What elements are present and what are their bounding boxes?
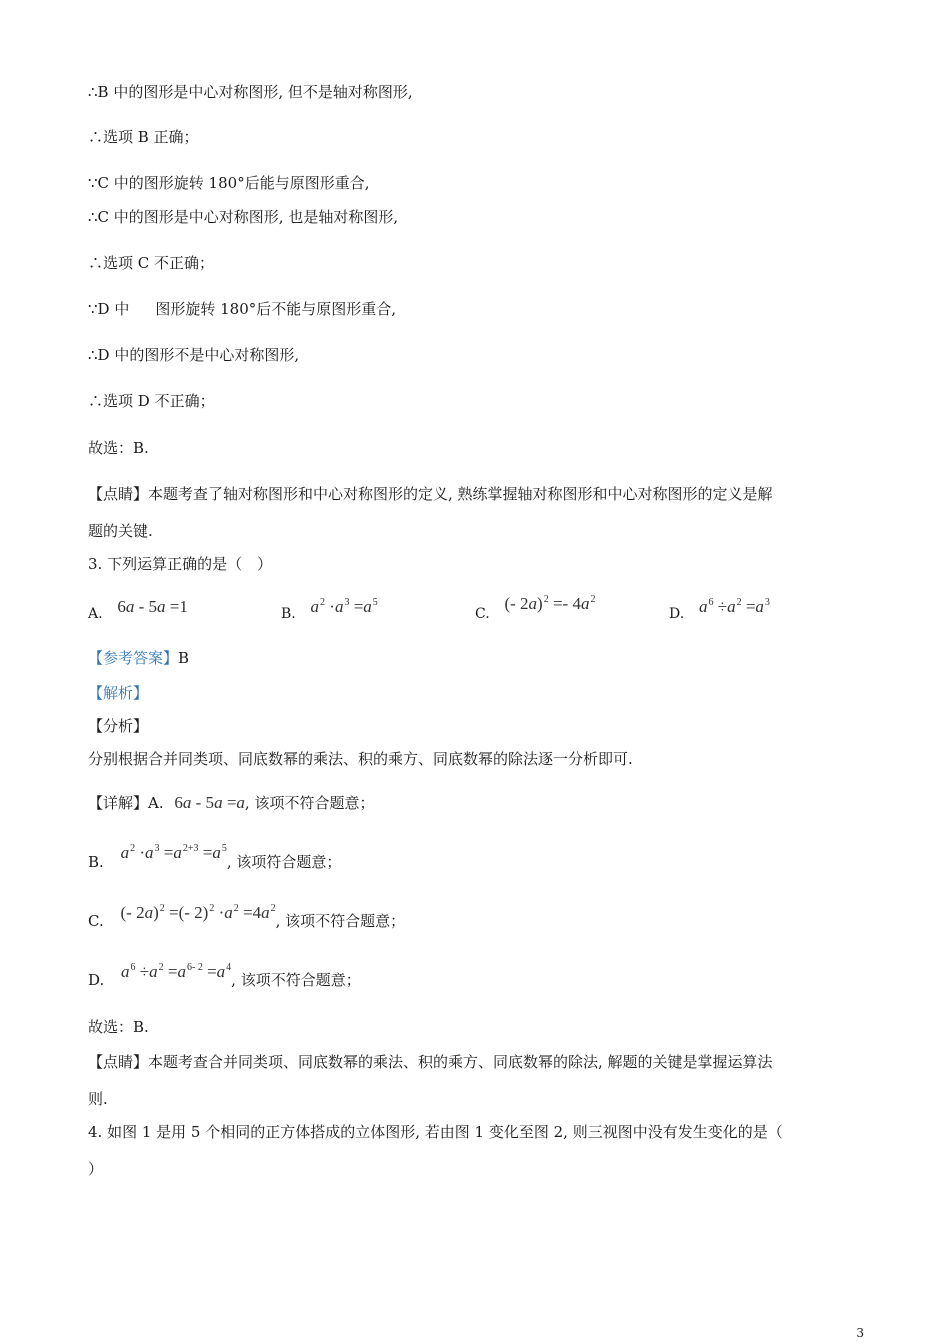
fenxi-text: 分别根据合并同类项、同底数幂的乘法、积的乘方、同底数幂的除法逐一分析即可. — [88, 750, 633, 768]
detail-comment: , 该项不符合题意； — [231, 971, 361, 989]
detail-comment: , 该项符合题意； — [226, 853, 342, 871]
detail-label: B. — [88, 853, 104, 871]
option-label: C. — [475, 606, 490, 622]
text-fragment: 图形旋转 180°后不能与原图形重合, — [155, 300, 397, 318]
option-c — [475, 594, 596, 622]
question-number: 4 — [88, 1123, 98, 1141]
analysis-label: 【解析】 — [88, 684, 149, 702]
math-expression: (- $2a)^2 =- 4a^2$ — [504, 594, 596, 613]
math-expression: 6a - 5a =1 — [117, 597, 188, 616]
text-line — [88, 299, 396, 319]
detail-a — [88, 793, 374, 813]
math-expression: (- 2a)$^2$ =(- $2)^2 \cdot a^2 =4a^2$ — [120, 903, 276, 922]
answer-label: 【参考答案】 — [88, 649, 179, 667]
option-a — [88, 597, 188, 622]
question-4-stem — [88, 1122, 783, 1142]
detail-label: 【详解】A. — [88, 794, 164, 812]
question-3-stem — [88, 554, 272, 574]
option-label: A. — [88, 606, 103, 622]
math-expression: $a^6 \div a^2 =a^3$ — [698, 597, 770, 616]
text-line: ∴选项 C 不正确； — [88, 254, 215, 272]
text-line: ∴D 中的图形不是中心对称图形, — [88, 346, 300, 364]
text-line: ∴选项 B 正确； — [88, 128, 199, 146]
text-fragment: ∵D 中 — [88, 300, 130, 318]
option-label: D. — [669, 606, 685, 622]
detail-comment: , 该项不符合题意； — [275, 912, 406, 930]
detail-label: C. — [88, 912, 104, 930]
math-expression: $a^2 \cdot a^3 =a^{2+3} =a^5$ — [120, 843, 227, 862]
text-line: 题的关键. — [88, 522, 153, 540]
text-line: ∴选项 D 不正确； — [88, 392, 215, 410]
detail-label: D. — [88, 971, 105, 989]
answer-line — [88, 648, 189, 668]
text-line: 【点睛】本题考查了轴对称图形和中心对称图形的定义, 熟练掌握轴对称图形和中心对称图形的定义是解 — [88, 485, 773, 503]
choose-line: 故选：B. — [88, 1018, 149, 1036]
question-text: . 下列运算正确的是（ ） — [97, 555, 273, 573]
page-number: 3 — [856, 1326, 864, 1340]
detail-comment: , 该项不符合题意； — [244, 794, 375, 812]
text-line: ∴B 中的图形是中心对称图形, 但不是轴对称图形, — [88, 83, 413, 101]
option-b — [281, 597, 378, 620]
fenxi-label: 【分析】 — [88, 717, 149, 735]
question-4-stem-cont: ） — [88, 1160, 104, 1178]
option-d — [669, 597, 770, 620]
detail-c — [88, 903, 406, 934]
text-line: ∵C 中的图形旋转 180°后能与原图形重合, — [88, 174, 370, 192]
option-label: B. — [281, 606, 296, 622]
detail-b — [88, 843, 342, 875]
question-number: 3 — [88, 555, 98, 573]
math-expression: $a^2 \cdot a^3 =a^5$ — [310, 597, 378, 616]
dianjing-line: 【点睛】本题考查合并同类项、同底数幂的乘法、积的乘方、同底数幂的除法, 解题的关键是掌握运算法 — [88, 1053, 773, 1071]
question-text: . 如图 1 是用 5 个相同的正方体搭成的立体图形, 若由图 1 变化至图 2, 则三视图中没有发生变化的是（ — [97, 1123, 783, 1141]
text-line: ∴C 中的图形是中心对称图形, 也是轴对称图形, — [88, 208, 399, 226]
text-line: 故选：B. — [88, 439, 149, 457]
math-expression: 6a - 5a =a — [174, 793, 245, 812]
answer-value: B — [178, 649, 190, 667]
detail-d — [88, 962, 361, 993]
dianjing-line: 则. — [88, 1090, 108, 1108]
math-expression: $a^6 \div a^2 =a^{6- 2} =a^4$ — [121, 962, 232, 981]
